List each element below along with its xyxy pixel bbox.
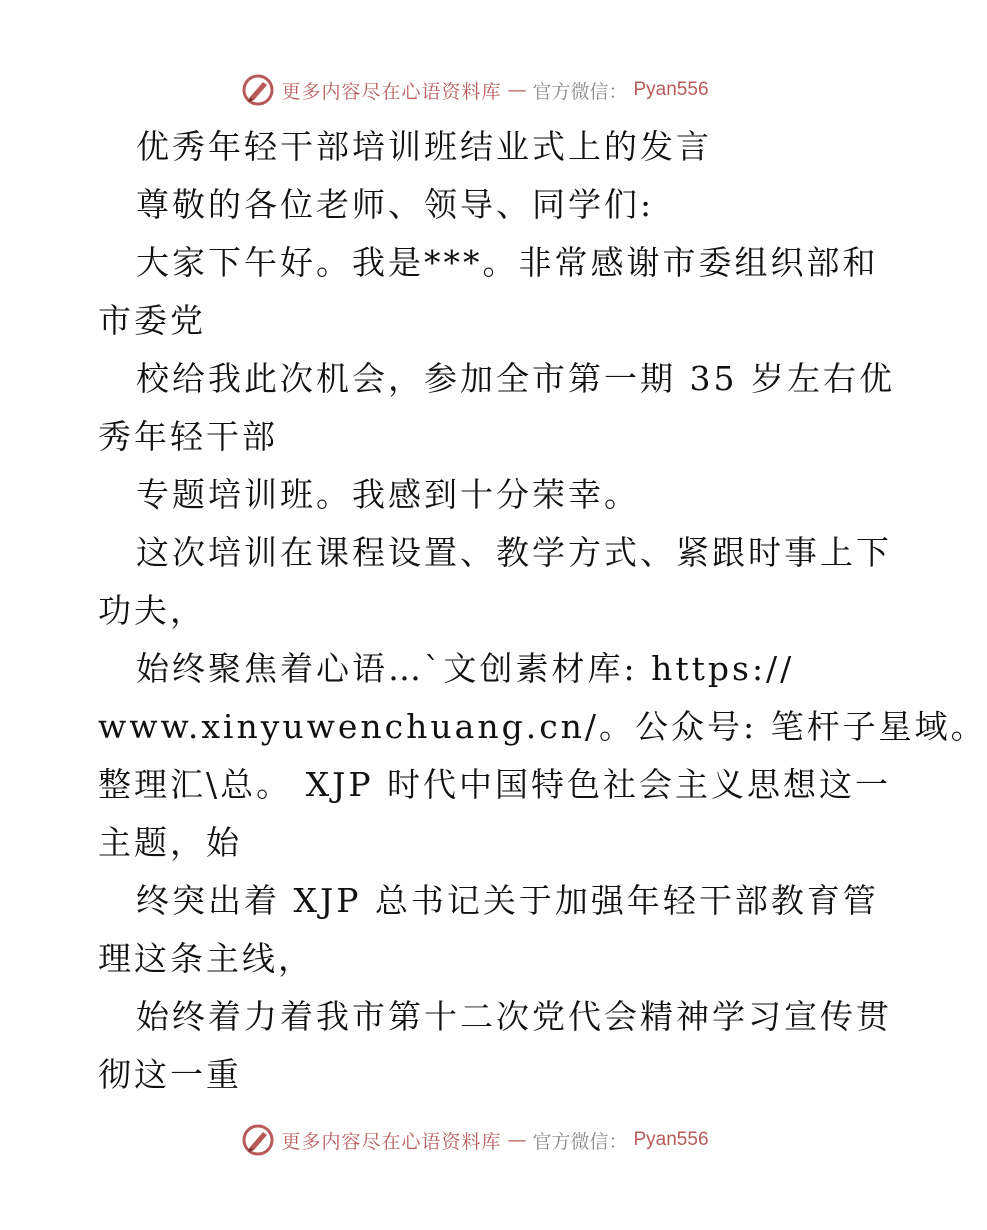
header-banner: [0, 70, 950, 110]
paragraph-line: 这次培训在课程设置、教学方式、紧跟时事上下: [136, 533, 892, 572]
paragraph-line: 理这条主线，: [98, 939, 314, 978]
paragraph-line: 始终着力着我市第十二次党代会精神学习宣传贯: [136, 997, 892, 1036]
banner-dash: —: [507, 1129, 527, 1151]
paragraph-line: 秀年轻干部: [98, 417, 278, 456]
paragraph-line: www.xinyuwenchuang.cn/。公众号: 笔杆子星域。: [98, 707, 987, 746]
banner-text: 更多内容尽在心语资料库: [281, 1130, 502, 1153]
banner-label: 官方微信：: [532, 80, 628, 103]
paragraph-line: 功夫，: [98, 591, 206, 630]
paragraph-line: 彻这一重: [98, 1055, 242, 1094]
pen-seal-logo-icon: [241, 1123, 275, 1157]
pen-seal-logo-icon: [241, 73, 275, 107]
document-body: [98, 118, 987, 1104]
banner-wechat-id: Pyan556: [633, 79, 709, 100]
paragraph-line: 专题培训班。我感到十分荣幸。: [136, 475, 640, 514]
banner-wechat-id: Pyan556: [633, 1129, 709, 1150]
paragraph-line: 始终聚焦着心语…`文创素材库: https://: [136, 649, 795, 688]
paragraph-line: 整理汇\总。 XJP 时代中国特色社会主义思想这一: [98, 765, 892, 804]
banner-text: 更多内容尽在心语资料库: [281, 80, 502, 103]
salutation: 尊敬的各位老师、领导、同学们:: [136, 185, 655, 224]
banner-label: 官方微信：: [532, 1130, 628, 1153]
paragraph-line: 市委党: [98, 301, 206, 340]
document-title: 优秀年轻干部培训班结业式上的发言: [136, 127, 712, 166]
paragraph-line: 终突出着 XJP 总书记关于加强年轻干部教育管: [136, 881, 879, 920]
footer-banner: [0, 1120, 950, 1160]
paragraph-line: 大家下午好。我是***。非常感谢市委组织部和: [136, 243, 879, 282]
paragraph-line: 校给我此次机会，参加全市第一期 35 岁左右优: [136, 359, 895, 398]
paragraph-line: 主题，始: [98, 823, 242, 862]
banner-dash: —: [507, 79, 527, 101]
